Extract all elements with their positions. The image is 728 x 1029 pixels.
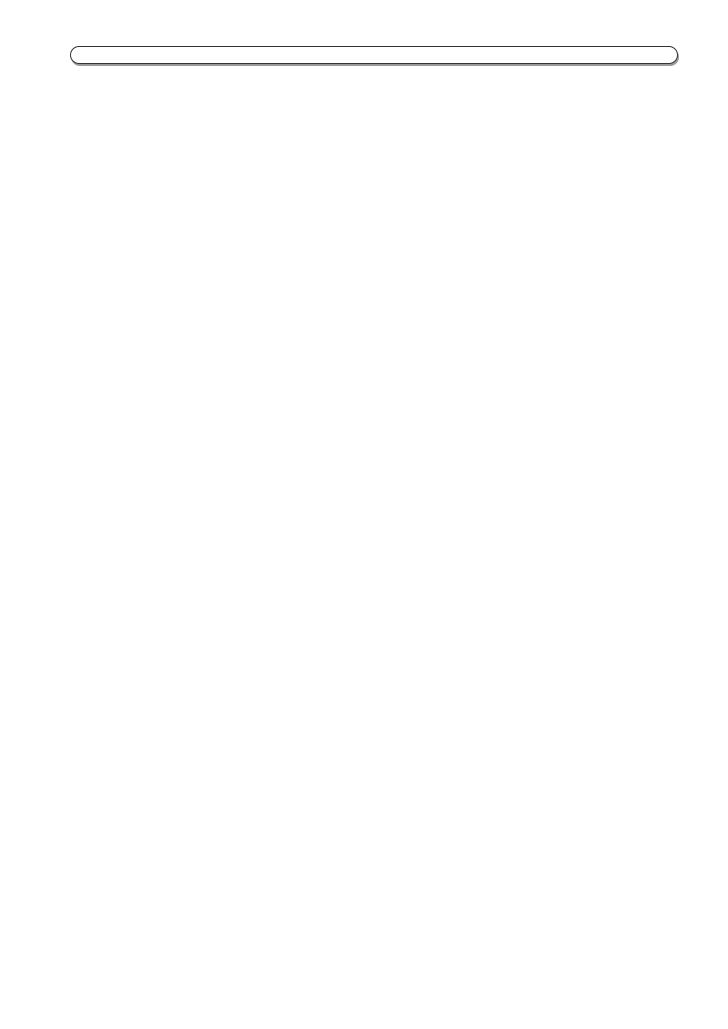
header-site-banner — [70, 46, 678, 64]
